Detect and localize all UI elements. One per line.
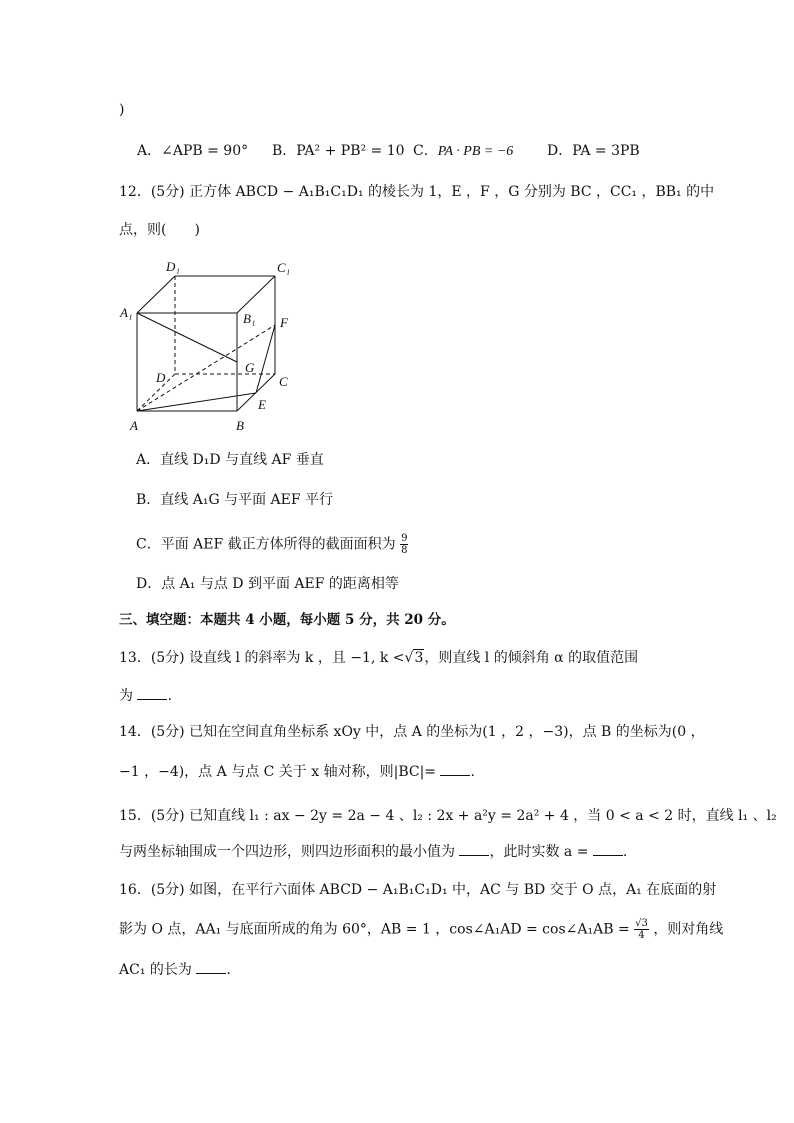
q15-line1: 15．(5分) 已知直线 l₁ : ax − 2y = 2a − 4 、l₂ : 2x + a²y = 2a² + 4 ，当 0 < a < 2 时，直线 l₁ 、l₂ — [119, 808, 777, 824]
label-d: D — [156, 370, 166, 385]
q14-answer-blank[interactable] — [440, 763, 470, 776]
q13-answer-blank[interactable] — [137, 687, 167, 700]
q13-sqrt-value: 3 — [414, 650, 424, 666]
q13-sqrt-sign: √ — [404, 650, 414, 666]
label-g: G — [245, 360, 255, 375]
q12-option-a: A．直线 D₁D 与直线 AF 垂直 — [136, 452, 324, 468]
line-a-e — [137, 393, 256, 411]
q12-option-c-den: 8 — [401, 545, 408, 556]
q15-line2-pre: 与两坐标轴围成一个四边形，则四边形面积的最小值为 — [119, 844, 455, 860]
q16-frac-num: √3 — [635, 918, 648, 929]
q12-option-c-text: C．平面 AEF 截正方体所得的截面面积为 — [136, 536, 396, 553]
q13-line2 — [119, 686, 172, 706]
q15-answer-blank-2[interactable] — [593, 843, 623, 856]
label-b1: B₁ — [243, 311, 256, 326]
q16-line2 — [119, 918, 723, 941]
q14-line2-text: −1 ，−4)，点 A 与点 C 关于 x 轴对称，则|BC|= — [119, 764, 437, 780]
section3-heading: 三、填空题：本题共 4 小题，每小题 5 分，共 20 分。 — [119, 612, 455, 628]
q15-line2-mid: ，此时实数 a = — [489, 844, 589, 860]
label-b: B — [236, 418, 244, 433]
label-a: A — [130, 418, 138, 433]
q15-line2 — [119, 842, 627, 862]
q16-line3-text: AC₁ 的长为 — [119, 962, 192, 978]
q14-line1: 14．(5分) 已知在空间直角坐标系 xOy 中，点 A 的坐标为(1 ，2 ，−3)，点 B 的坐标为(0 ， — [119, 724, 705, 740]
q11-option-a: A．∠APB = 90° — [137, 143, 249, 159]
q13-line1 — [119, 648, 638, 668]
label-d1: D₁ — [166, 259, 180, 274]
q11-option-c — [413, 140, 513, 160]
q14-line2 — [119, 762, 475, 782]
q11-option-d: D．PA = 3PB — [547, 143, 640, 159]
q16-frac-den: 4 — [638, 930, 645, 941]
q11-tail: ) — [119, 102, 125, 118]
q15-answer-blank-1[interactable] — [459, 843, 489, 856]
cube-figure — [118, 255, 308, 435]
q11-option-b: B．PA² + PB² = 10 — [272, 143, 405, 159]
q13-line2-text: 为 — [119, 688, 133, 704]
q15-period: . — [622, 844, 628, 860]
q12-option-c-fraction — [400, 533, 408, 556]
q11-option-c-label: C． — [413, 143, 438, 159]
q12-option-d: D．点 A₁ 与点 D 到平面 AEF 的距离相等 — [136, 576, 399, 592]
q12-option-c-num: 9 — [401, 533, 408, 544]
q16-line3 — [119, 960, 231, 980]
q13-period: . — [167, 688, 172, 704]
edge-a1-d1 — [137, 276, 175, 313]
label-c: C — [279, 374, 288, 389]
q12-stem-line2: 点，则( ) — [119, 222, 200, 238]
line-a1-g — [137, 313, 237, 362]
q11-option-c-expr: PA · PB = −6 — [437, 144, 514, 159]
q12-option-b: B．直线 A₁G 与平面 AEF 平行 — [136, 492, 334, 508]
q12-stem-line1: 12．(5分) 正方体 ABCD − A₁B₁C₁D₁ 的棱长为 1，E ，F ，G 分别为 BC ，CC₁ ，BB₁ 的中 — [119, 184, 715, 200]
q16-answer-blank[interactable] — [196, 961, 226, 974]
label-a1: A₁ — [120, 305, 133, 320]
q14-period: . — [470, 764, 475, 780]
edge-b1-c1 — [237, 276, 275, 313]
label-c1: C₁ — [277, 260, 291, 275]
q16-line2-pre: 影为 O 点，AA₁ 与底面所成的角为 60°，AB = 1 ，cos∠A₁AD = cos∠A₁AB = — [119, 921, 630, 938]
q16-fraction — [634, 918, 649, 941]
q13-line1-post: ，则直线 l 的倾斜角 α 的取值范围 — [424, 650, 639, 666]
q16-line2-post: ，则对角线 — [653, 921, 724, 938]
q16-period: . — [226, 962, 231, 978]
q16-line1: 16．(5分) 如图，在平行六面体 ABCD − A₁B₁C₁D₁ 中，AC 与 BD 交于 O 点，A₁ 在底面的射 — [119, 882, 717, 898]
q13-line1-pre: 13．(5分) 设直线 l 的斜率为 k ，且 −1, k < — [119, 650, 405, 666]
q12-option-c — [136, 533, 408, 556]
label-e: E — [258, 397, 266, 412]
label-f: F — [280, 315, 288, 330]
